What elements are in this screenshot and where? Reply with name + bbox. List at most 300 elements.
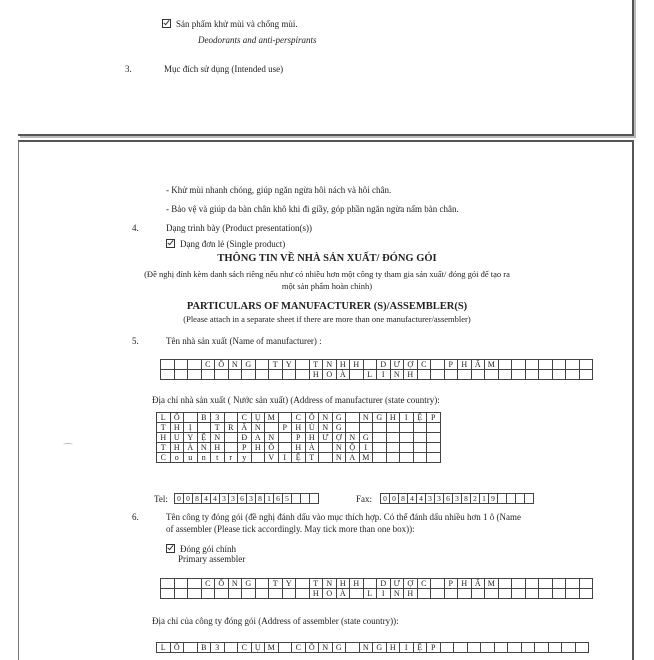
grid-cell[interactable] [350,589,364,599]
grid-cell[interactable]: H [386,643,400,653]
grid-cell[interactable] [579,360,593,370]
grid-cell[interactable] [471,589,485,599]
grid-cell[interactable]: N [323,579,337,589]
grid-cell[interactable]: N [332,443,346,453]
grid-cell[interactable] [201,370,215,380]
grid-cell[interactable]: À [305,443,319,453]
grid-cell[interactable] [400,453,414,463]
grid-cell[interactable]: y [238,453,252,463]
grid-cell[interactable] [444,370,458,380]
grid-cell[interactable]: M [485,579,499,589]
grid-cell[interactable]: Ẩ [471,360,485,370]
grid-cell[interactable]: P [427,643,441,653]
manufacturer-name-grid[interactable] [160,359,593,380]
grid-cell[interactable]: L [157,643,171,653]
grid-cell[interactable]: P [278,423,292,433]
grid-cell[interactable] [215,589,229,599]
manufacturer-address-grid[interactable] [156,412,441,463]
grid-cell[interactable] [494,643,508,653]
grid-cell[interactable] [282,589,296,599]
grid-cell[interactable]: t [211,453,225,463]
grid-cell[interactable]: N [197,443,211,453]
grid-cell[interactable]: Ị [184,423,198,433]
grid-cell[interactable]: H [458,579,472,589]
grid-cell[interactable] [228,370,242,380]
grid-cell[interactable] [363,579,377,589]
grid-cell[interactable] [363,360,377,370]
grid-cell[interactable]: N [390,370,404,380]
grid-cell[interactable] [269,370,283,380]
grid-cell[interactable]: N [359,643,373,653]
grid-cell[interactable] [552,370,566,380]
grid-cell[interactable]: Ô [215,579,229,589]
grid-cell[interactable]: N [319,423,333,433]
grid-cell[interactable]: Ệ [292,453,306,463]
grid-cell[interactable] [319,453,333,463]
grid-cell[interactable]: N [359,413,373,423]
grid-cell[interactable]: Ệ [413,643,427,653]
grid-cell[interactable] [188,589,202,599]
digit-cell[interactable]: 1 [480,494,489,504]
digit-cell[interactable]: 8 [256,494,265,504]
grid-cell[interactable] [184,413,198,423]
grid-cell[interactable] [431,370,445,380]
grid-cell[interactable] [346,423,360,433]
grid-cell[interactable]: H [336,360,350,370]
grid-cell[interactable]: A [251,433,265,443]
grid-cell[interactable]: Ô [305,413,319,423]
grid-cell[interactable] [444,589,458,599]
grid-cell[interactable]: N [319,643,333,653]
digit-cell[interactable]: 8 [193,494,202,504]
grid-cell[interactable]: I [278,453,292,463]
grid-cell[interactable] [498,370,512,380]
grid-cell[interactable] [296,579,310,589]
grid-cell[interactable]: C [157,453,171,463]
grid-cell[interactable]: T [157,423,171,433]
grid-cell[interactable] [485,589,499,599]
grid-cell[interactable] [188,360,202,370]
grid-cell[interactable]: N [228,360,242,370]
grid-cell[interactable]: P [444,579,458,589]
grid-cell[interactable] [575,643,589,653]
grid-cell[interactable]: o [170,453,184,463]
grid-cell[interactable]: H [157,433,171,443]
grid-cell[interactable]: C [238,413,252,423]
grid-cell[interactable]: B [197,643,211,653]
grid-cell[interactable] [512,360,526,370]
grid-cell[interactable] [539,360,553,370]
grid-cell[interactable] [255,370,269,380]
digit-cell[interactable] [310,494,319,504]
grid-cell[interactable]: I [400,643,414,653]
grid-cell[interactable] [184,643,198,653]
grid-cell[interactable] [255,589,269,599]
grid-cell[interactable] [224,443,238,453]
digit-cell[interactable]: 3 [435,494,444,504]
grid-cell[interactable]: Đ [238,433,252,443]
grid-cell[interactable] [224,643,238,653]
digit-cell[interactable]: 8 [399,494,408,504]
grid-cell[interactable] [255,360,269,370]
grid-cell[interactable]: C [417,360,431,370]
grid-cell[interactable]: À [336,589,350,599]
grid-cell[interactable] [508,643,522,653]
digit-cell[interactable]: 0 [184,494,193,504]
grid-cell[interactable]: P [444,360,458,370]
grid-cell[interactable] [427,443,441,453]
grid-cell[interactable] [535,643,549,653]
grid-cell[interactable] [188,370,202,380]
grid-cell[interactable] [539,370,553,380]
grid-cell[interactable]: O [323,370,337,380]
grid-cell[interactable] [386,453,400,463]
digit-cell[interactable]: 3 [426,494,435,504]
tel-grid[interactable] [174,493,319,504]
grid-cell[interactable]: H [305,433,319,443]
grid-cell[interactable]: Ẩ [471,579,485,589]
grid-cell[interactable]: I [400,413,414,423]
digit-cell[interactable]: 0 [175,494,184,504]
grid-cell[interactable]: Ệ [197,433,211,443]
grid-cell[interactable]: R [224,423,238,433]
grid-cell[interactable]: Y [282,360,296,370]
grid-cell[interactable] [224,433,238,443]
grid-cell[interactable] [552,579,566,589]
grid-cell[interactable] [431,589,445,599]
grid-cell[interactable]: T [269,360,283,370]
grid-cell[interactable]: H [386,413,400,423]
grid-cell[interactable] [278,433,292,443]
grid-cell[interactable] [485,370,499,380]
grid-cell[interactable]: G [373,413,387,423]
grid-cell[interactable] [525,589,539,599]
checked-box-icon[interactable] [166,544,175,553]
grid-cell[interactable] [566,370,580,380]
grid-cell[interactable] [579,370,593,380]
grid-cell[interactable]: Ư [390,579,404,589]
grid-cell[interactable] [440,643,454,653]
fax-grid[interactable] [380,493,534,504]
grid-cell[interactable] [255,579,269,589]
digit-cell[interactable]: 0 [381,494,390,504]
grid-cell[interactable] [346,643,360,653]
grid-cell[interactable] [521,643,535,653]
grid-cell[interactable] [188,579,202,589]
grid-cell[interactable]: I [377,370,391,380]
grid-cell[interactable]: H [350,360,364,370]
grid-cell[interactable]: T [309,579,323,589]
grid-cell[interactable]: Ô [215,360,229,370]
grid-cell[interactable] [512,370,526,380]
grid-cell[interactable] [481,643,495,653]
grid-cell[interactable] [525,360,539,370]
grid-cell[interactable] [512,579,526,589]
grid-cell[interactable]: B [197,413,211,423]
grid-cell[interactable] [498,579,512,589]
grid-cell[interactable]: G [242,360,256,370]
digit-cell[interactable] [301,494,310,504]
grid-cell[interactable] [579,589,593,599]
grid-cell[interactable] [319,443,333,453]
grid-cell[interactable]: H [309,370,323,380]
grid-cell[interactable]: H [458,360,472,370]
grid-cell[interactable] [417,370,431,380]
grid-cell[interactable]: V [265,453,279,463]
digit-cell[interactable]: 6 [444,494,453,504]
digit-cell[interactable]: 3 [247,494,256,504]
grid-cell[interactable]: N [211,433,225,443]
grid-cell[interactable]: Ư [390,360,404,370]
grid-cell[interactable] [458,589,472,599]
grid-cell[interactable] [386,423,400,433]
grid-cell[interactable]: Ụ [251,643,265,653]
grid-cell[interactable]: C [201,579,215,589]
grid-cell[interactable]: Ợ [332,433,346,443]
grid-cell[interactable]: H [309,589,323,599]
grid-cell[interactable]: 3 [211,643,225,653]
digit-cell[interactable]: 4 [211,494,220,504]
assembler-address-grid[interactable] [156,642,589,653]
grid-cell[interactable] [296,370,310,380]
digit-cell[interactable]: 3 [453,494,462,504]
grid-cell[interactable]: G [332,413,346,423]
grid-cell[interactable]: T [211,423,225,433]
grid-cell[interactable]: n [197,453,211,463]
assembler-name-grid[interactable] [160,578,593,599]
grid-cell[interactable] [562,643,576,653]
grid-cell[interactable]: Y [184,433,198,443]
grid-cell[interactable] [413,433,427,443]
grid-cell[interactable]: L [363,589,377,599]
grid-cell[interactable] [471,370,485,380]
grid-cell[interactable] [373,433,387,443]
grid-cell[interactable]: Ệ [413,413,427,423]
grid-cell[interactable]: U [170,433,184,443]
grid-cell[interactable] [386,443,400,453]
grid-cell[interactable] [548,643,562,653]
grid-cell[interactable]: I [359,443,373,453]
grid-cell[interactable]: C [292,413,306,423]
grid-cell[interactable] [296,360,310,370]
digit-cell[interactable]: 3 [229,494,238,504]
grid-cell[interactable]: L [363,370,377,380]
digit-cell[interactable]: 4 [417,494,426,504]
grid-cell[interactable]: A [346,453,360,463]
grid-cell[interactable] [201,589,215,599]
grid-cell[interactable] [373,453,387,463]
digit-cell[interactable]: 5 [283,494,292,504]
digit-cell[interactable]: 0 [390,494,399,504]
grid-cell[interactable]: Y [282,579,296,589]
grid-cell[interactable]: r [224,453,238,463]
grid-cell[interactable] [265,423,279,433]
grid-cell[interactable]: 3 [211,413,225,423]
grid-cell[interactable]: C [238,643,252,653]
grid-cell[interactable] [242,370,256,380]
grid-cell[interactable]: G [332,423,346,433]
grid-cell[interactable] [215,370,229,380]
grid-cell[interactable] [417,589,431,599]
grid-cell[interactable]: Ợ [404,579,418,589]
grid-cell[interactable]: G [332,643,346,653]
grid-cell[interactable]: Ấ [238,423,252,433]
grid-cell[interactable]: À [336,370,350,380]
grid-cell[interactable]: N [346,433,360,443]
grid-cell[interactable]: C [201,360,215,370]
grid-cell[interactable] [386,433,400,443]
grid-cell[interactable]: N [332,453,346,463]
grid-cell[interactable] [242,589,256,599]
grid-cell[interactable] [579,579,593,589]
grid-cell[interactable] [174,579,188,589]
grid-cell[interactable]: Ù [305,423,319,433]
grid-cell[interactable]: N [251,423,265,433]
grid-cell[interactable]: T [305,453,319,463]
grid-cell[interactable]: u [184,453,198,463]
grid-cell[interactable]: N [228,579,242,589]
grid-cell[interactable] [525,370,539,380]
grid-cell[interactable]: À [184,443,198,453]
digit-cell[interactable] [525,494,534,504]
grid-cell[interactable] [552,589,566,599]
grid-cell[interactable]: N [323,360,337,370]
digit-cell[interactable] [516,494,525,504]
grid-cell[interactable] [373,443,387,453]
grid-cell[interactable] [278,443,292,453]
grid-cell[interactable]: L [157,413,171,423]
digit-cell[interactable]: 8 [462,494,471,504]
grid-cell[interactable]: T [157,443,171,453]
grid-cell[interactable]: O [323,589,337,599]
grid-cell[interactable]: Ư [319,433,333,443]
grid-cell[interactable] [539,589,553,599]
grid-cell[interactable] [413,453,427,463]
grid-cell[interactable]: T [309,360,323,370]
grid-cell[interactable]: H [404,370,418,380]
checked-box-icon[interactable] [166,239,175,248]
digit-cell[interactable] [507,494,516,504]
grid-cell[interactable] [525,579,539,589]
grid-cell[interactable] [512,589,526,599]
grid-cell[interactable]: G [373,643,387,653]
grid-cell[interactable] [431,579,445,589]
grid-cell[interactable]: D [377,360,391,370]
digit-cell[interactable]: 9 [489,494,498,504]
digit-cell[interactable]: 2 [471,494,480,504]
grid-cell[interactable] [269,589,283,599]
grid-cell[interactable] [566,589,580,599]
digit-cell[interactable] [292,494,301,504]
grid-cell[interactable]: Ụ [251,413,265,423]
grid-cell[interactable]: H [292,443,306,453]
grid-cell[interactable]: H [170,423,184,433]
checked-box-icon[interactable] [162,19,171,28]
grid-cell[interactable]: P [238,443,252,453]
grid-cell[interactable] [454,643,468,653]
digit-cell[interactable]: 4 [408,494,417,504]
grid-cell[interactable] [224,413,238,423]
grid-cell[interactable] [539,579,553,589]
grid-cell[interactable]: Ô [305,643,319,653]
grid-cell[interactable]: C [292,643,306,653]
grid-cell[interactable]: Ố [265,443,279,453]
grid-cell[interactable]: H [336,579,350,589]
grid-cell[interactable]: H [170,443,184,453]
digit-cell[interactable]: 4 [202,494,211,504]
grid-cell[interactable] [552,360,566,370]
grid-cell[interactable] [197,423,211,433]
grid-cell[interactable] [413,423,427,433]
digit-cell[interactable]: 3 [220,494,229,504]
grid-cell[interactable] [498,360,512,370]
grid-cell[interactable]: Ô [170,643,184,653]
grid-cell[interactable]: D [377,579,391,589]
grid-cell[interactable] [174,370,188,380]
grid-cell[interactable]: H [211,443,225,453]
grid-cell[interactable] [161,579,175,589]
grid-cell[interactable]: N [390,589,404,599]
grid-cell[interactable] [228,589,242,599]
grid-cell[interactable]: T [269,579,283,589]
grid-cell[interactable]: M [265,643,279,653]
grid-cell[interactable]: P [427,413,441,423]
grid-cell[interactable] [346,413,360,423]
grid-cell[interactable] [282,370,296,380]
grid-cell[interactable] [278,413,292,423]
grid-cell[interactable] [566,360,580,370]
grid-cell[interactable] [278,643,292,653]
digit-cell[interactable] [498,494,507,504]
grid-cell[interactable]: C [417,579,431,589]
grid-cell[interactable] [431,360,445,370]
grid-cell[interactable] [174,589,188,599]
grid-cell[interactable]: N [265,433,279,443]
grid-cell[interactable] [373,423,387,433]
grid-cell[interactable]: H [350,579,364,589]
grid-cell[interactable]: M [359,453,373,463]
grid-cell[interactable] [427,453,441,463]
grid-cell[interactable] [400,423,414,433]
grid-cell[interactable] [251,453,265,463]
grid-cell[interactable]: M [265,413,279,423]
grid-cell[interactable] [296,589,310,599]
grid-cell[interactable]: P [292,433,306,443]
grid-cell[interactable]: H [404,589,418,599]
grid-cell[interactable]: Ô [170,413,184,423]
grid-cell[interactable] [427,433,441,443]
grid-cell[interactable] [161,360,175,370]
grid-cell[interactable] [458,370,472,380]
grid-cell[interactable]: Ợ [404,360,418,370]
grid-cell[interactable] [413,443,427,453]
grid-cell[interactable] [400,433,414,443]
grid-cell[interactable] [350,370,364,380]
digit-cell[interactable]: 6 [238,494,247,504]
digit-cell[interactable]: 6 [274,494,283,504]
grid-cell[interactable]: G [359,433,373,443]
grid-cell[interactable] [161,589,175,599]
grid-cell[interactable]: Ộ [346,443,360,453]
grid-cell[interactable] [359,423,373,433]
grid-cell[interactable] [400,443,414,453]
grid-cell[interactable] [161,370,175,380]
grid-cell[interactable] [467,643,481,653]
grid-cell[interactable]: N [319,413,333,423]
grid-cell[interactable] [427,423,441,433]
grid-cell[interactable]: M [485,360,499,370]
grid-cell[interactable] [498,589,512,599]
